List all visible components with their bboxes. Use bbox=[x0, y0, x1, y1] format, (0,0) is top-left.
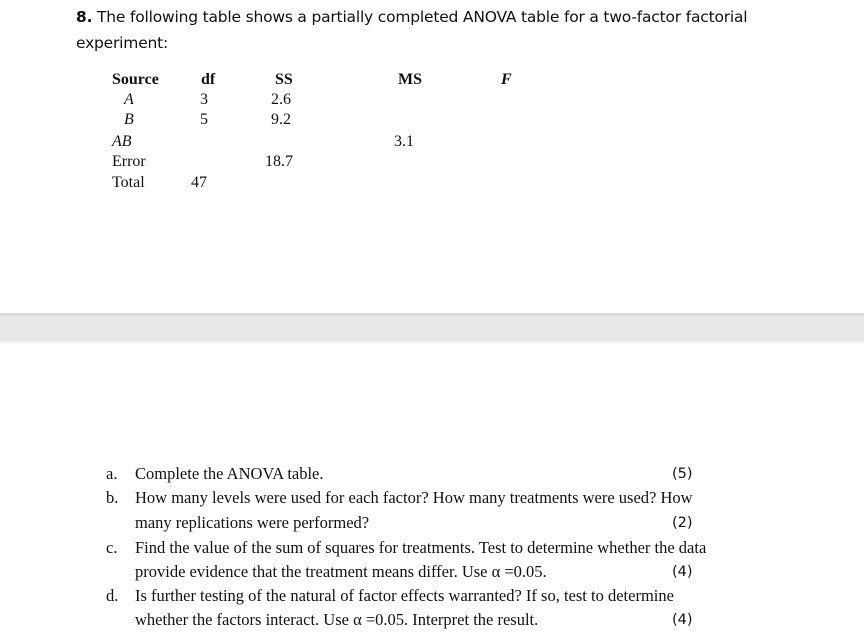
part-c-marks: (4) bbox=[672, 564, 693, 580]
row-b-df: 5 bbox=[200, 111, 208, 128]
part-c-letter: c. bbox=[106, 538, 118, 557]
question-intro: The following table shows a partially completed ANOVA table for a two-factor factorial bbox=[97, 8, 748, 26]
part-b-line-1: How many levels were used for each factor? How many treatments were used? How bbox=[135, 488, 693, 507]
part-b-letter: b. bbox=[106, 488, 119, 507]
part-c-line-2: provide evidence that the treatment means differ. Use α =0.05. bbox=[135, 562, 547, 581]
row-total-source: Total bbox=[112, 174, 145, 191]
part-d-line-2: whether the factors interact. Use α =0.05. Interpret the result. bbox=[135, 610, 539, 629]
question-parts bbox=[0, 343, 864, 634]
header-ss: SS bbox=[275, 71, 293, 88]
question-line-2: experiment: bbox=[76, 34, 169, 52]
page-separator-band bbox=[0, 313, 864, 343]
separator-edge-top bbox=[0, 313, 864, 316]
part-d-line-1: Is further testing of the natural of factor effects warranted? If so, test to determine bbox=[135, 586, 674, 605]
row-ab-source: AB bbox=[112, 133, 132, 150]
header-f: F bbox=[501, 71, 512, 88]
part-a-marks: (5) bbox=[672, 466, 693, 482]
row-a-df: 3 bbox=[200, 91, 208, 108]
header-ms: MS bbox=[398, 71, 422, 88]
row-error-source: Error bbox=[112, 153, 146, 170]
part-c-line-1: Find the value of the sum of squares for treatments. Test to determine whether the data bbox=[135, 538, 707, 557]
row-total-df: 47 bbox=[191, 174, 207, 191]
row-a-ss: 2.6 bbox=[271, 91, 291, 108]
row-b-ss: 9.2 bbox=[271, 111, 291, 128]
row-ab-ms: 3.1 bbox=[394, 133, 414, 150]
part-d-letter: d. bbox=[106, 586, 119, 605]
question-page-bottom bbox=[0, 343, 864, 634]
part-d-marks: (4) bbox=[672, 612, 693, 628]
part-a-letter: a. bbox=[106, 464, 118, 483]
row-error-ss: 18.7 bbox=[265, 153, 293, 170]
part-b-marks: (2) bbox=[672, 515, 693, 531]
anova-table bbox=[0, 0, 864, 313]
part-a-line-1: Complete the ANOVA table. bbox=[135, 464, 324, 483]
question-page-top bbox=[0, 0, 864, 313]
header-df: df bbox=[201, 71, 216, 88]
row-b-source: B bbox=[124, 111, 134, 128]
part-b-line-2: many replications were performed? bbox=[135, 513, 370, 532]
row-a-source: A bbox=[124, 91, 134, 108]
header-source: Source bbox=[112, 71, 159, 88]
question-number: 8. bbox=[76, 8, 93, 26]
